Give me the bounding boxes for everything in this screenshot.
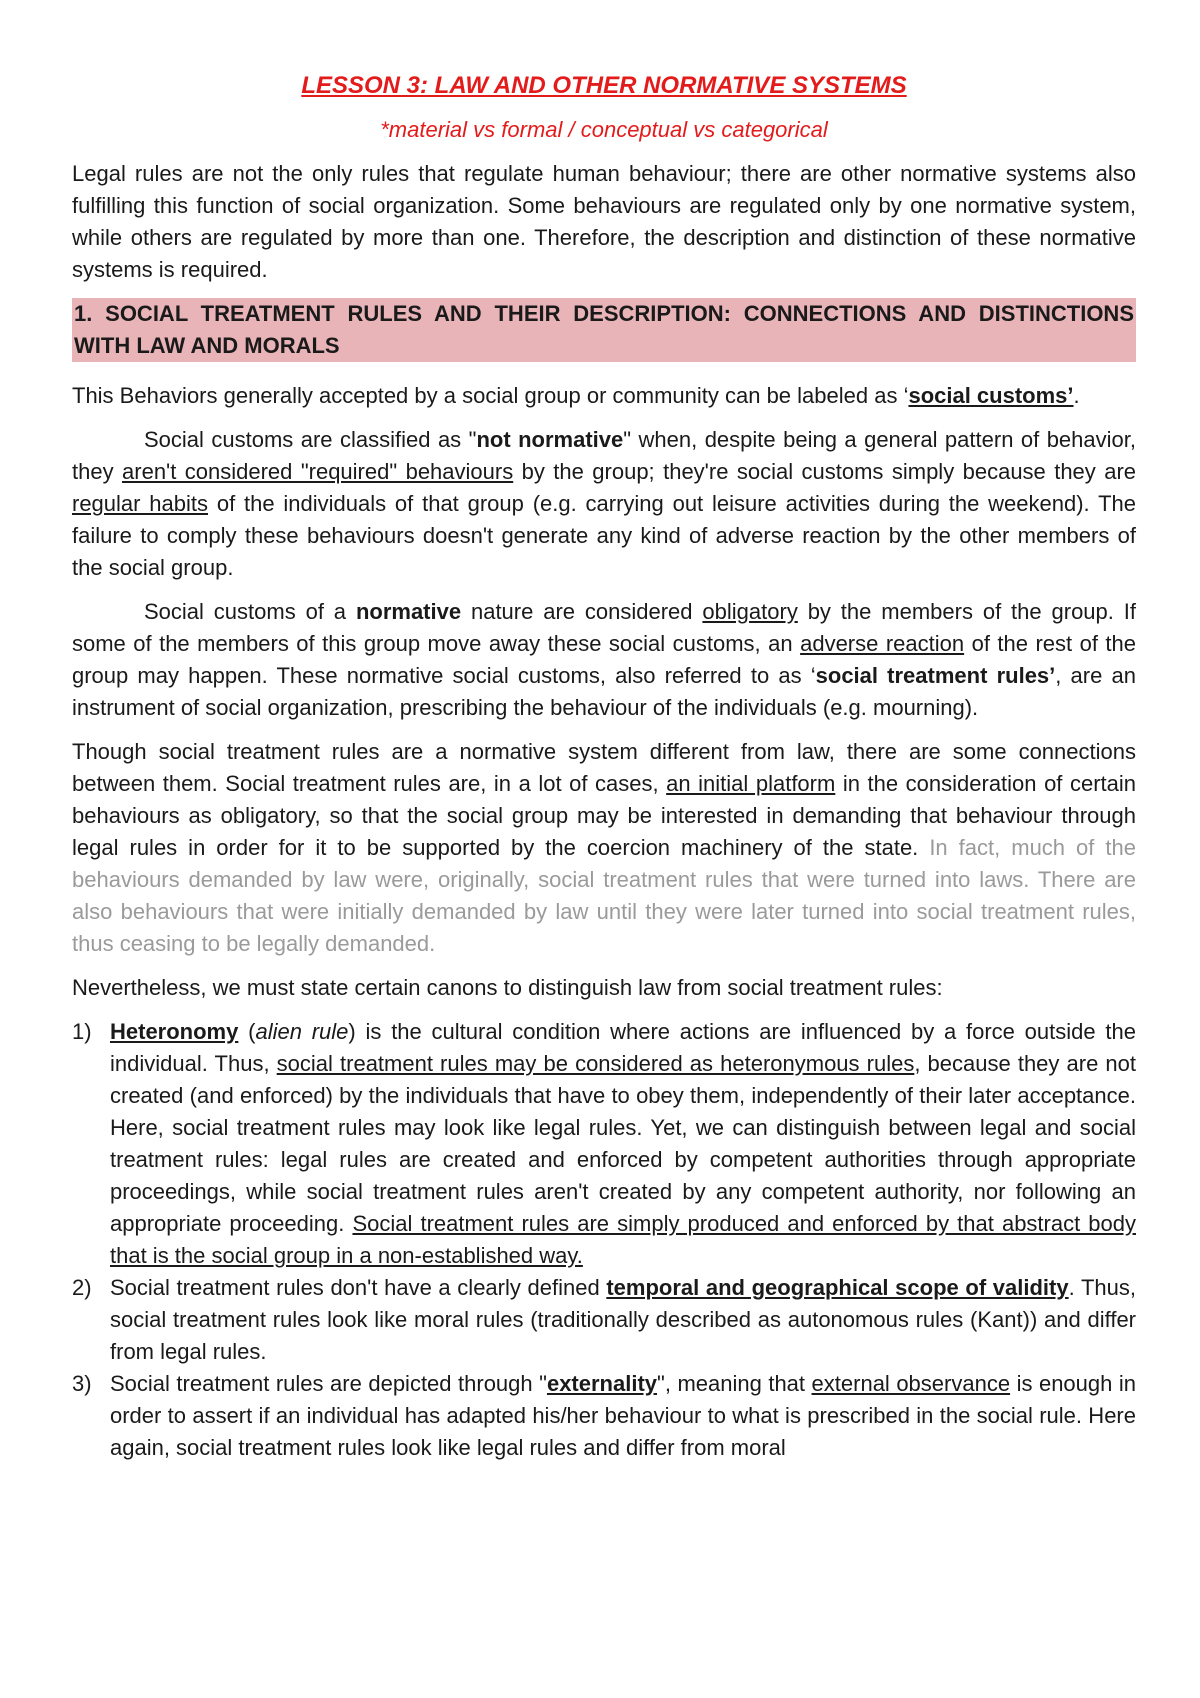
text-run: Social treatment rules don't have a clearly defined [110,1275,607,1300]
paragraph-connections [72,736,1136,960]
text-run: of the rest of the group may happen. These normative social customs, also referred to as ‘ [72,631,1136,688]
underlined-phrase: aren't considered "required" behaviours [122,459,514,484]
underlined-phrase: Social treatment rules are simply produced and enforced by that abstract body that is the social group in a non-established way. [110,1211,1137,1268]
text-run: ) is the cultural condition where actions are influenced by a force outside the individual. Thus, [110,1019,1136,1076]
text-run: ", meaning that [657,1371,812,1396]
list-item [72,1272,1136,1368]
text-run: Social customs are classified as " [144,427,477,452]
text-run: Though social treatment rules are a normative system different from law, there are some connections between them. Social treatment rules are, in a lot of cases, [72,739,1136,796]
text-run: nature are considered [461,599,703,624]
text-run: in the consideration of certain behaviours as obligatory, so that the social group may be interested in demanding that behaviour through legal rules in order for it to be supported by the coercion machinery of the state. [72,771,1136,860]
canons-list [72,1016,1136,1464]
text-run: . [1073,383,1080,408]
bold-term: normative [355,599,462,624]
bold-underline-term: temporal and geographical scope of validity [606,1275,1069,1300]
paragraph-normative [72,596,1136,724]
lesson-title: LESSON 3: LAW AND OTHER NORMATIVE SYSTEMS [301,72,907,99]
bold-term: social treatment rules’ [815,663,1056,688]
text-run: Social customs of a [144,599,356,624]
gray-text-run: In fact, much of the behaviours demanded by law were, originally, social treatment rules that were turned into laws. There are also behaviours that were initially demanded by law until they were later turned into social treatment rules, thus ceasing to be legally demanded. [72,835,1136,956]
bold-underline-term: externality [546,1371,658,1396]
text-run: " when, despite being a general pattern of behavior, they [72,427,1136,484]
underlined-phrase: adverse reaction [800,631,965,656]
paragraph-canons: Nevertheless, we must state certain canons to distinguish law from social treatment rules: [72,975,943,1000]
bold-term: not normative [476,427,624,452]
paragraph-not-normative [72,424,1136,584]
bold-underline-term: Heteronomy [110,1019,239,1044]
text-run: is enough in order to assert if an individual has adapted his/her behaviour to what is prescribed in the social rule. Here again, social treatment rules look like legal rules and differ from moral [110,1371,1136,1460]
text-run: , because they are not created (and enforced) by the individuals that have to obey them, independently of their later acceptance. Here, social treatment rules may look like legal rules. Yet, we can distinguish between legal and social treatment rules: legal rules are created and enforced by competent authorities through appropriate proceedings, while social treatment rules aren't created by any competent authority, nor following an appropriate proceeding. [110,1051,1137,1236]
section-heading: 1. SOCIAL TREATMENT RULES AND THEIR DESCRIPTION: CONNECTIONS AND DISTINCTIONS WITH LAW AND MORALS [72,298,1136,362]
underlined-phrase: social treatment rules may be considered as heteronymous rules [276,1051,915,1076]
intro-paragraph: Legal rules are not the only rules that regulate human behaviour; there are other normative systems also fulfilling this function of social organization. Some behaviours are regulated only by one normative system, while others are regulated by more than one. Therefore, the description and distinction of these normative systems is required. [72,161,1136,282]
text-run: This Behaviors generally accepted by a social group or community can be labeled as ‘ [72,383,909,408]
bold-underline-term: social customs’ [908,383,1074,408]
list-number: 2) [72,1275,92,1300]
lesson-subtitle: *material vs formal / conceptual vs categorical [380,117,828,142]
list-number: 1) [72,1019,92,1044]
text-run: , are an instrument of social organization, prescribing the behaviour of the individuals (e.g. mourning). [72,663,1136,720]
underlined-phrase: regular habits [72,491,209,516]
text-run: Social treatment rules are depicted through " [110,1371,547,1396]
underlined-phrase: external observance [811,1371,1011,1396]
text-run: ( [238,1019,256,1044]
text-run: by the members of the group. If some of the members of this group move away these social customs, an [72,599,1136,656]
text-run: by the group; they're social customs simply because they are [513,459,1137,484]
list-item [72,1368,1136,1464]
text-run: . Thus, social treatment rules look like moral rules (traditionally described as autonomous rules (Kant)) and differ from legal rules. [110,1275,1136,1364]
italic-term: alien rule [255,1019,349,1044]
underlined-phrase: an initial platform [666,771,836,796]
text-run: of the individuals of that group (e.g. carrying out leisure activities during the weekend). The failure to comply these behaviours doesn't generate any kind of adverse reaction by the other members of the social group. [72,491,1136,580]
underlined-phrase: obligatory [702,599,798,624]
list-number: 3) [72,1371,92,1396]
paragraph-social-customs [72,380,1136,412]
list-item [72,1016,1136,1272]
